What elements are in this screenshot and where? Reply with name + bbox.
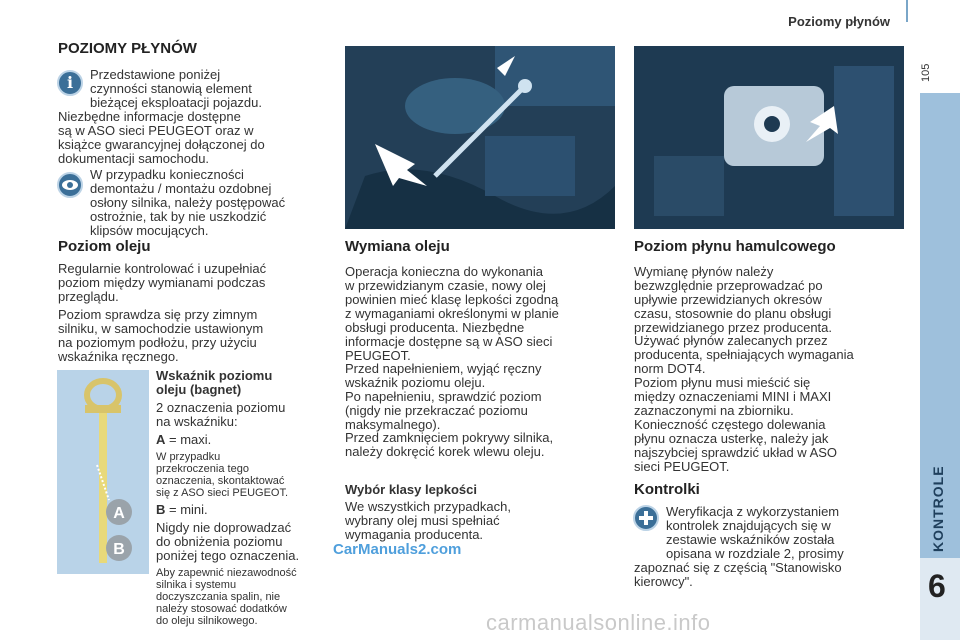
watermark-small: CarManuals2.com xyxy=(333,541,462,558)
warning-lights-heading: Kontrolki xyxy=(634,481,700,498)
dipstick-illustration xyxy=(57,370,149,574)
brake-fluid-para3: Poziom płynu musi mieścić się między oznaczeniami MINI i MAXI zaznaczonymi na zbiorniku. xyxy=(634,375,832,418)
page-number: 105 xyxy=(920,63,932,82)
header-divider xyxy=(906,0,908,22)
brake-fluid-para1: Wymianę płynów należy bezwzględnie przeprowadzać po upływie przewidzianych okresów czasu, stosownie do planu obsługi przewidzianego przez producenta. xyxy=(634,264,833,335)
oil-change-para2: Przed napełnieniem, wyjąć ręczny wskaźnik poziomu oleju. xyxy=(345,361,542,390)
eye-icon xyxy=(57,172,83,198)
viscosity-subheading: Wybór klasy lepkości xyxy=(345,482,477,497)
oil-level-para2: Poziom sprawdza się przy zimnym silniku, w samochodzie ustawionym na poziomym podłożu, przy użyciu wskaźnika ręcznego. xyxy=(58,307,264,364)
info-icon: i xyxy=(57,70,83,96)
oil-change-para1: Operacja konieczna do wykonania w przewidzianym czasie, nowy olej powinien mieć klasę lepkości zgodną z wymaganiami określonymi w planie obsługi producenta. Niezbędne informacje dostępne są w ASO sieci PEUGEOT. xyxy=(345,264,559,363)
chapter-number: 6 xyxy=(928,568,946,604)
svg-text:A: A xyxy=(113,505,125,522)
warning-text: W przypadku konieczności demontażu / montażu ozdobnej osłony silnika, należy postępować ostrożnie, tak by nie uszkodzić klipsów mocujących. xyxy=(90,167,286,238)
brake-fluid-heading: Poziom płynu hamulcowego xyxy=(634,238,836,255)
oil-level-heading: Poziom oleju xyxy=(58,238,151,255)
oil-change-para3: Po napełnieniu, sprawdzić poziom (nigdy nie przekraczać poziomu maksymalnego). xyxy=(345,389,542,432)
oil-level-para1: Regularnie kontrolować i uzupełniać poziom między wymianami podczas przeglądu. xyxy=(58,261,267,304)
watermark-big: carmanualsonline.info xyxy=(486,610,711,635)
brake-fluid-para4: Konieczność częstego dolewania płynu oznacza usterkę, należy jak najszybciej sprawdzić układ w ASO sieci PEUGEOT. xyxy=(634,417,838,474)
brake-fluid-photo xyxy=(634,46,904,229)
section-label: KONTROLE xyxy=(930,465,946,552)
oil-change-para4: Przed zamknięciem pokrywy silnika, należy dokręcić korek wlewu oleju. xyxy=(345,430,554,459)
warning-lights-text: Weryfikacja z wykorzystaniem kontrolek znajdujących się w zestawie wskaźników została opisana w rozdziale 2, prosimy zapoznać się z częścią "Stanowisko kierowcy". xyxy=(634,504,844,589)
info-text: Przedstawione poniżej czynności stanowią element bieżącej eksploatacji pojazdu. Niezbędne informacje dostępne są w ASO sieci PEUGEOT oraz w książce gwarancyjnej dołączonej do dokumentacji samochodu. xyxy=(58,67,265,166)
dipstick-text: Wskaźnik poziomu oleju (bagnet) 2 oznaczenia poziomu na wskaźniku: A = maxi. W przypadku przekroczenia tego oznaczenia, skontaktować się z ASO sieci PEUGEOT. B = mini. Nigdy nie doprowadzać do obniżenia poziomu poniżej tego oznaczenia. Aby zapewnić niezawodność silnika i systemu doczyszczania spalin, nie należy stosować dodatków do oleju silnikowego. xyxy=(156,368,300,627)
svg-text:B: B xyxy=(113,541,125,558)
engine-oil-photo xyxy=(345,46,615,229)
header-title: Poziomy płynów xyxy=(788,14,890,29)
marker-b xyxy=(106,535,132,561)
brake-fluid-para2: Używać płynów zalecanych przez producenta, spełniających wymagania norm DOT4. xyxy=(634,333,854,376)
oil-change-para5: We wszystkich przypadkach, wybrany olej musi spełniać wymagania producenta. xyxy=(345,499,511,542)
oil-change-heading: Wymiana oleju xyxy=(345,238,450,255)
page-title: POZIOMY PŁYNÓW xyxy=(58,40,197,57)
marker-a xyxy=(106,499,132,525)
